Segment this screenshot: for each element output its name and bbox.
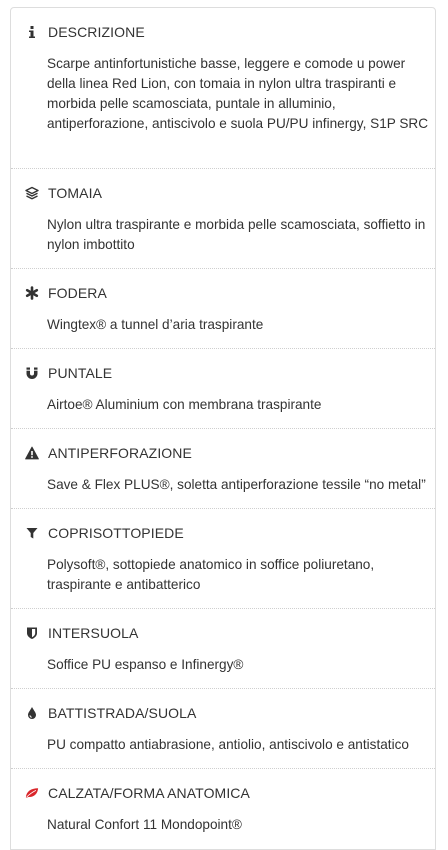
magnet-icon [25,366,39,380]
section-text: Soffice PU espanso e Infinergy® [47,657,244,672]
section-battistrada [11,688,435,768]
drop-icon [25,706,39,720]
section-title: ANTIPERFORAZIONE [48,445,192,461]
leaf-icon [25,786,39,800]
section-title: INTERSUOLA [48,625,139,641]
info-icon [25,25,39,39]
section-puntale [11,348,435,428]
asterisk-icon [25,286,39,300]
section-text: Wingtex® a tunnel d’aria traspirante [47,317,264,332]
shield-icon [25,626,39,640]
section-header [25,364,112,382]
section-title: COPRISOTTOPIEDE [48,525,184,541]
section-intersuola [11,608,435,688]
section-header [25,284,107,302]
section-text: Natural Confort 11 Mondopoint® [47,817,242,832]
section-text: Polysoft®, sottopiede anatomico in soffice poliuretano, traspirante e antibatterico [47,557,375,592]
section-descrizione [11,8,435,168]
section-header [25,624,138,642]
section-title: CALZATA/FORMA ANATOMICA [48,785,250,801]
section-text: Scarpe antinfortunistiche basse, leggere e comode u power della linea Red Lion, con tomaia in nylon ultra traspiranti e morbida pelle scamosciata, puntale in alluminio, antiperforazione, antiscivolo e suola PU/PU infinergy, S1P SRC [47,56,429,131]
section-header [25,184,102,202]
filter-icon [25,526,39,540]
section-header [25,444,192,462]
section-title: FODERA [48,285,107,301]
section-title: PUNTALE [48,365,113,381]
section-header [25,784,250,802]
section-text: PU compatto antiabrasione, antiolio, antiscivolo e antistatico [47,737,409,752]
section-title: DESCRIZIONE [48,24,145,40]
section-header [25,524,184,542]
section-title: BATTISTRADA/SUOLA [48,705,197,721]
section-header [25,23,145,41]
section-antiperforazione [11,428,435,508]
section-tomaia [11,168,435,268]
layers-icon [25,186,39,200]
section-header [25,704,196,722]
warning-icon [25,446,39,460]
section-text: Save & Flex PLUS®, soletta antiperforazione tessile “no metal” [47,477,426,492]
section-calzata [11,768,435,850]
section-text: Airtoe® Aluminium con membrana traspirante [47,397,322,412]
section-title: TOMAIA [48,185,103,201]
section-fodera [11,268,435,348]
section-coprisottopiede [11,508,435,608]
section-text: Nylon ultra traspirante e morbida pelle scamosciata, soffietto in nylon imbottito [47,217,426,252]
product-features-panel [10,7,436,850]
